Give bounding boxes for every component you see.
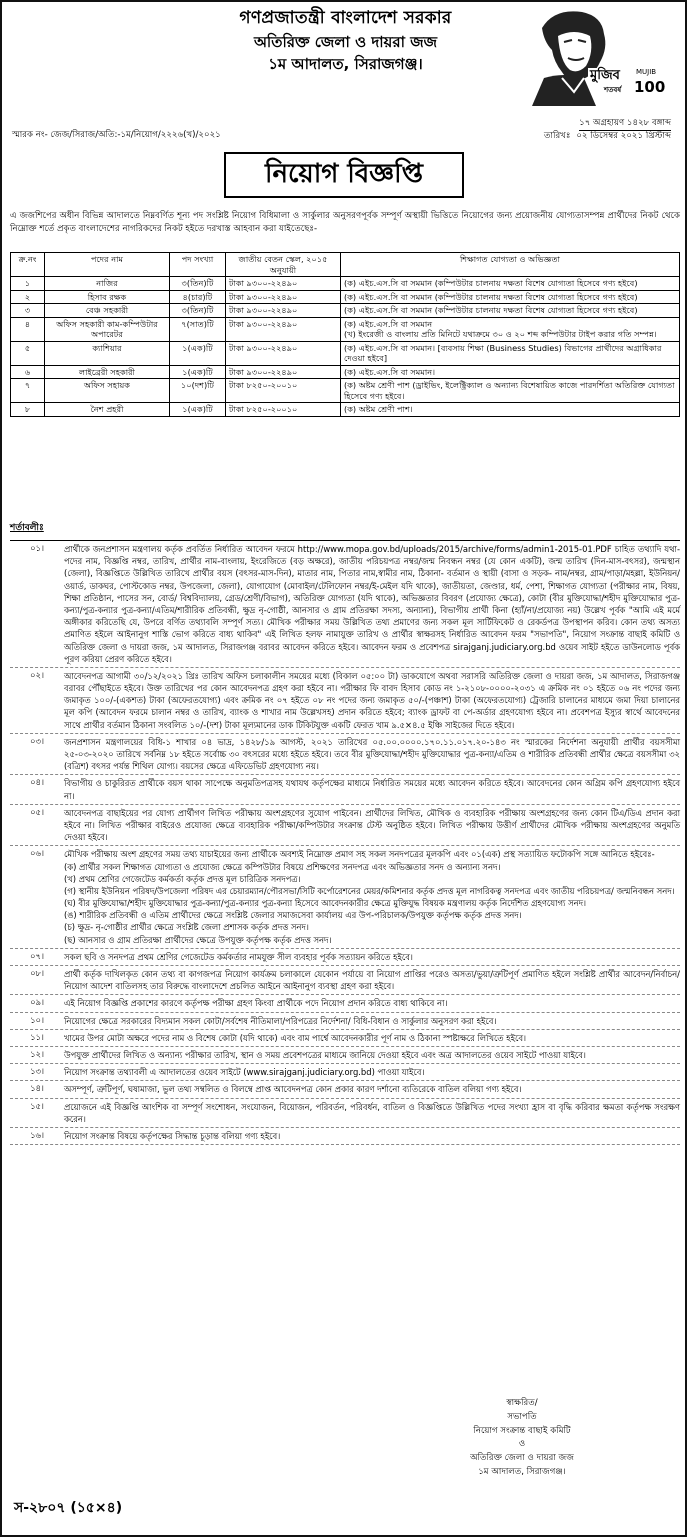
condition-line: নিয়োগের ক্ষেত্রে সরকারের বিদ্যমান সকল কোটা/সর্বশেষ নীতিমালা/পরিপত্রের নির্দেশনা/ বিধি-বিধান ও সার্কুলার অনুসরণ করা হইবে। [64, 1015, 497, 1026]
condition-line: এই নিয়োগ বিজ্ঞপ্তি প্রকাশের কারণে কর্তৃপক্ষ পরীক্ষা গ্রহণ কিংবা প্রার্থীকে পদে নিয়োগ প্রদান করিতে বাধ্য থাকিবে না। [64, 998, 448, 1009]
condition-line: (খ) প্রথম শ্রেণির গেজেটেড কর্মকর্তা কর্তৃক প্রদত্ত মূল চারিত্রিক সনদপত্র। [64, 873, 301, 884]
condition-number: ০৩। [30, 735, 44, 746]
table-row [11, 365, 680, 379]
col-qualification: শিক্ষাগত যোগ্যতা ও অভিজ্ঞতা [341, 253, 680, 277]
condition-text [64, 1066, 680, 1078]
title-box [224, 152, 464, 198]
condition-line: (গ) স্থানীয় ইউনিয়ন পরিষদ/উপজেলা পরিষদ এর চেয়ারম্যান/পৌরসভা/সিটি কর্পোরেশনের মেয়র/কমিশনার কর্তৃক প্রদত্ত মূল নাগরিকত্ব সনদপত্র এবং জাতীয় পরিচয়পত্র/ জন্মনিবন্ধন সনদ। [64, 885, 675, 896]
condition-line: নিয়োগ সংক্রান্ত তথ্যাবলী এ আদালতের ওয়েব সাইটে (www.sirajganj.judiciary.org.bd) পাওয়া যাইবে। [64, 1067, 425, 1078]
condition-item [10, 668, 680, 734]
cell-pay-scale: টাকা ৮২৫০-২০০১০ [226, 403, 341, 417]
condition-item [10, 966, 680, 995]
condition-number: ০৯। [30, 997, 44, 1008]
condition-item [10, 541, 680, 668]
condition-line: (ছ) আনসার ও গ্রাম প্রতিরক্ষা প্রার্থীদের ক্ষেত্রে উপযুক্ত কর্তৃপক্ষ কর্তৃক প্রদত্ত সনদ। [64, 934, 332, 945]
condition-item [10, 1099, 680, 1128]
conditions-title: শর্তাবলীঃ [10, 523, 44, 533]
condition-number: ১৬। [30, 1129, 44, 1140]
condition-item [10, 1013, 680, 1030]
date-label: তারিখঃ [544, 131, 571, 141]
cell-qualification: (ক) এইচ.এস.সি বা সমমান (খ) ইংরেজী ও বাংলায় প্রতি মিনিটে যথাক্রমে ৩০ ও ২০ শব্দ কম্পিউটার টাইপ করার গতি সম্পন্ন। [341, 317, 680, 341]
condition-line: আবেদনপত্র বাছাইয়ের পর যোগ্য প্রার্থীগণ লিখিত পরীক্ষায় অংশগ্রহণের সুযোগ পাইবেন। প্রার্থীদের লিখিত, মৌখিক ও ব্যবহারিক পরীক্ষায় অংশগ্রহণের জন্য কোন টিএ/ডিএ প্রদান করা হইবে না। লিখিত পরীক্ষার বাইরেও প্রযোজ্য ক্ষেত্রে ব্যবহারিক পরীক্ষা/কম্পিউটার সংক্রান্ত টেস্ট অনুষ্ঠিত হইবে। লিখিত পরীক্ষায় উত্তীর্ণ প্রার্থীদের মৌখিক পরীক্ষায় অংশগ্রহণের অনুমতি দেওয়া হইবে। [64, 807, 680, 843]
col-pay-scale: জাতীয় বেতন স্কেল, ২০১৫ অনুযায়ী [226, 253, 341, 277]
cell-qualification: (ক) এইচ.এস.সি বা সমমান। [ব্যবসায় শিক্ষা (Business Studies) বিভাগের প্রার্থীদের অগ্রাধিকার দেওয়া হইবে] [341, 341, 680, 365]
condition-item [10, 775, 680, 804]
table-row [11, 277, 680, 291]
condition-text [64, 807, 680, 844]
condition-item [10, 949, 680, 966]
condition-text [64, 1015, 680, 1027]
logo-text-sub: শতবর্ষ [604, 86, 622, 94]
cell-serial: ৬ [11, 365, 45, 379]
cell-qualification: (ক) অষ্টম শ্রেণী পাশ। [341, 403, 680, 417]
condition-line: আবেদনপত্র আগামী ৩০/১২/২০২১ খ্রিঃ তারিখ অফিস চলাকালীন সময়ের মধ্যে (বিকাল ০৫:০০ টা) ডাকযোগে অথবা সরাসরি অতিরিক্ত জেলা ও দায়রা জজ, ১ম আদালত, সিরাজগঞ্জ বরাবর পৌঁছাইতে হইবে। উক্ত তারিখের পর কোন আবেদনপত্র গ্রহণ করা হইবে না। পরীক্ষার ফি বাবদ হিসাব কোড নং ১-২১০৮-০০০০-২০৩১ এ ক্রমিক নং ০১ হইতে ০৬ নং পদের জন্য জমাকৃত ১০০/-(একশত) টাকা (অফেরতযোগ্য) এবং ক্রমিক নং ০৭ হইতে ০৮ নং পদের জন্য জমাকৃত ৫০/-(পঞ্চাশ) টাকা (অফেরতযোগ্য) ট্রেজারি চালানের মাধ্যমে জমা দিয়া চালানের মূল কপি (আবেদন ফরমে চালান নম্বর ও তারিখ, ব্যাংক ও শাখার নাম উল্লেখসহ) প্রদান করিতে হইবে; ব্যাংক ড্রাফট বা পে-অর্ডার গ্রহণযোগ্য হইবে না। প্রবেশপত্র ইস্যুর স্বার্থে আবেদনের সাথে প্রার্থীর বর্তমান ঠিকানা সংবলিত ১০/-(দশ) টাকা মূল্যমানের ডাক টিকিটযুক্ত একটি ফেরত খাম ৯.৫×৪.৫ ইঞ্চি সাইজের দিতে হইবে। [64, 670, 680, 730]
cell-post-count: ৩(তিন)টি [170, 304, 226, 318]
condition-item [10, 1081, 680, 1098]
mujib-centenary-logo [524, 6, 664, 106]
condition-number: ০২। [30, 669, 44, 680]
condition-number: ১২। [30, 1048, 44, 1059]
condition-text [64, 848, 680, 946]
cell-qualification: (ক) এইচ.এস.সি বা সমমান (কম্পিউটার চালনায় দক্ষতা বিশেষ যোগ্যতা হিসেবে গণ্য হইবে) [341, 304, 680, 318]
condition-line: অসম্পূর্ণ, ত্রুটিপূর্ণ, ঘষামাজা, ভুল তথ্য সম্বলিত ও বিলম্বে প্রাপ্ত আবেদনপত্র কোন প্রকার কারণ দর্শানো ব্যতিরেকে বাতিল বলিয়া গণ্য হইবে। [64, 1084, 522, 1095]
cell-serial: ৪ [11, 317, 45, 341]
cell-post-count: ৭(সাত)টি [170, 317, 226, 341]
condition-item [10, 846, 680, 949]
cell-post-name: বেঞ্চ সহকারী [45, 304, 170, 318]
cell-pay-scale: টাকা ৯৩০০-২২৪৯০ [226, 304, 341, 318]
cell-serial: ৮ [11, 403, 45, 417]
condition-text [64, 1049, 680, 1061]
col-post-name: পদের নাম [45, 253, 170, 277]
govt-name: গণপ্রজাতন্ত্রী বাংলাদেশ সরকার [239, 8, 452, 28]
condition-text [64, 968, 680, 992]
logo-number: 100 [634, 78, 666, 96]
condition-text [64, 736, 680, 773]
footer-code: স-২৮০৭ (১৫×৪) [14, 1500, 123, 1516]
col-serial: ক্র.নং [11, 253, 45, 277]
logo-text-en: MUJIB [636, 68, 657, 76]
condition-number: ১১। [30, 1031, 44, 1042]
committee-name: নিয়োগ সংক্রান্ত বাছাই কমিটি [473, 1425, 571, 1436]
cell-pay-scale: টাকা ৯৩০০-২২৪৯০ [226, 290, 341, 304]
cell-post-name: নৈশ প্রহরী [45, 403, 170, 417]
cell-post-name: অফিস সহকারী কাম-কম্পিউটার অপারেটর [45, 317, 170, 341]
condition-text [64, 1083, 680, 1095]
cell-post-count: ১(এক)টি [170, 341, 226, 365]
condition-line: উপযুক্ত প্রার্থীদের লিখিত ও অন্যান্য পরীক্ষার তারিখ, স্থান ও সময় প্রবেশপত্রের মাধ্যমে জানিয়ে দেওয়া হইবে এবং অত্র আদালতের ওয়েব সাইটে পাওয়া যাইবে। [64, 1049, 586, 1060]
table-row [11, 379, 680, 403]
cell-pay-scale: টাকা ৯৩০০-২২৪৯০ [226, 365, 341, 379]
date-block [544, 118, 671, 142]
signatory-title: সভাপতি [507, 1411, 537, 1422]
cell-pay-scale: টাকা ৯৩০০-২২৪৯০ [226, 277, 341, 291]
condition-item [10, 805, 680, 847]
table-row [11, 304, 680, 318]
condition-line: প্রার্থীকে জনপ্রশাসন মন্ত্রণালয় কর্তৃক প্রবর্তিত নির্ধারিত আবেদন ফরমে http://www.mopa.gov.bd/uploads/2015/archive/forms/admin1-2015-01.PDF চাহিত তথ্যাদি যথা- পদের নাম, বিজ্ঞপ্তি নম্বর, তারিখ, প্রার্থীর নাম-বাংলায়, ইংরেজিতে (বড় অক্ষরে), জাতীয় পরিচয়পত্র নম্বর/জন্ম নিবন্ধন নম্বর (যে কোন একটি), জন্ম তারিখ (দিন-মাস-বৎসর), জন্মস্থান (জেলা), বিজ্ঞপ্তিতে উল্লিখিত তারিখে প্রার্থীর বয়স (বৎসর-মাস-দিন), মাতার নাম, পিতার নাম,স্বামীর নাম, ঠিকানা- বর্তমান ও স্থায়ী (বাসা ও সড়ক- নাম/নম্বর, গ্রাম/পাড়া/মহল্লা, ইউনিয়ন/ওয়ার্ড, ডাকঘর, পোস্টকোড নম্বর, উপজেলা, জেলা), যোগাযোগ (মোবাইল/টেলিফোন নম্বর/ই-মেইল যদি থাকে), জাতীয়তা, জেণ্ডার, ধর্ম, পেশা, শিক্ষাগত যোগ্যতা (পরীক্ষার নাম, বিষয়, শিক্ষা প্রতিষ্ঠান, পাসের সন, বোর্ড/ বিশ্ববিদ্যালয়, গ্রেড/শ্রেণী/বিভাগ), অতিরিক্ত যোগ্যতা (যদি থাকে), অভিজ্ঞতার বিবরণ (প্রযোজ্য ক্ষেত্রে), কোটা (বীর মুক্তিযোদ্ধা/শহীদ মুক্তিযোদ্ধার পুত্র-কন্যা/পুত্র-কন্যার পুত্র-কন্যা/এতিম/শারীরিক প্রতিবন্ধী, ক্ষুদ্র নৃ-গোষ্ঠী, আনসার ও গ্রাম প্রতিরক্ষা সদস্য, অন্যান্য), বিভাগীয় প্রার্থী কিনা (হ্যাঁ/না/প্রযোজ্য নয়) উল্লেখ পূর্বক "আমি এই মর্মে অঙ্গীকার করিতেছি যে, উপরে বর্ণিত তথ্যাবলি সম্পূর্ণ সত্য। মৌখিক পরীক্ষার সময় উল্লিখিত তথ্য প্রমাণের জন্য সকল মূল সার্টিফিকেট ও রেকর্ডপত্র উপস্থাপন করিব। কোন তথ্য অসত্য প্রমাণিত হইলে আইনানুগ শাস্তি ভোগ করিতে বাধ্য থাকিব" এই লিখিত হলফ নামাযুক্ত তারিখ ও প্রার্থীর স্বাক্ষরসহ নির্ধারিত আবেদন ফরম "সভাপতি", নিয়োগ সংক্রান্ত বাছাই কমিটি ও অতিরিক্ত জেলা ও দায়রা জজ, ১ম আদালত, সিরাজগঞ্জ বরাবর আবেদন করিতে হইবে। আবেদন ফরম ও প্রবেশপত্র sirajganj.judiciary.org.bd ওয়েব সাইট হইতে ডাউনলোড পূর্বক পূরণ করিয়া প্রেরণ করিতে হইবে। [64, 544, 680, 664]
cell-post-name: হিসাব রক্ষক [45, 290, 170, 304]
table-header-row [11, 253, 680, 277]
date-bengali: ১৭ অগ্রহায়ণ ১৪২৮ বঙ্গাব্দ [579, 118, 671, 131]
condition-text [64, 777, 680, 801]
cell-pay-scale: টাকা ৮২৫০-২০০১০ [226, 379, 341, 403]
condition-text [64, 1130, 680, 1142]
condition-text [64, 997, 680, 1009]
condition-number: ০৭। [30, 950, 44, 961]
col-post-count: পদ সংখ্যা [170, 253, 226, 277]
cell-post-count: ৩(তিন)টি [170, 277, 226, 291]
condition-line: জনপ্রশাসন মন্ত্রণালয়ের বিধি-১ শাখার ০৪ ভাদ্র, ১৪২৮/১৯ আগস্ট, ২০২১ তারিখের ০৫.০০.০০০০.১৭০.১১.০১৭.২০-১৪৩ নং স্মারকের নির্দেশনা অনুযায়ী প্রার্থীর বয়সসীমা ২৫-০৩-২০২০ তারিখে সর্বনিম্ন ১৮ হইতে সর্বোচ্চ ৩০ বৎসরের মধ্যে হইতে হইবে। তবে বীর মুক্তিযোদ্ধা/শহীদ মুক্তিযোদ্ধার পুত্র-কন্যা/এতিম ও শারীরিক প্রতিবন্ধী প্রার্থীর ক্ষেত্রে বয়সসীমা ৩২ (বত্রিশ) বৎসর পর্যন্ত শিথিল যোগ্য। বয়সের ক্ষেত্রে এফিডেভিট গ্রহণযোগ্য নয়। [64, 736, 680, 772]
cell-qualification: (ক) অষ্টম শ্রেণী পাশ (ড্রাইভিং, ইলেক্ট্রিক্যাল ও অন্যান্য বিশেষায়িত কাজে পারদর্শিতা অতিরিক্ত যোগ্যতা হিসেবে গণ্য হইবে। [341, 379, 680, 403]
condition-item [10, 1030, 680, 1047]
condition-number: ০৪। [30, 777, 44, 788]
cell-post-name: অফিস সহায়ক [45, 379, 170, 403]
posts-table [10, 252, 680, 417]
condition-line: খামের উপর মোটা অক্ষরে পদের নাম ও বিশেষ কোটা (যদি থাকে) এবং বাম পার্শ্বে আবেদনকারীর পূর্ণ নাম ও ঠিকানা স্পষ্টাক্ষরে লিখিতে হইবে। [64, 1032, 527, 1043]
cell-serial: ৩ [11, 304, 45, 318]
condition-item [10, 1128, 680, 1145]
date-gregorian: ০২ ডিসেম্বর ২০২১ খ্রিস্টাব্দ [576, 131, 671, 141]
cell-post-name: লাইব্রেরী সহকারী [45, 365, 170, 379]
memo-number: স্মারক নং- জেজ/সিরাজ/অতি:-১ম/নিয়োগ/২২২৬(খ)/২০২১ [12, 130, 221, 140]
table-row [11, 341, 680, 365]
condition-line: বিভাগীয় ও চাকুরিরত প্রার্থীকে বয়স থাকা সাপেক্ষে অনুমতিপত্রসহ যথাযথ কর্তৃপক্ষের মাধ্যমে নির্ধারিত সময়ের মধ্যে আবেদন করিতে হইবে। আবেদনের কোন অগ্রিম কপি গ্রহণযোগ্য হইবে না। [64, 778, 680, 801]
condition-item [10, 1047, 680, 1064]
condition-line: সকল ছবি ও সনদপত্র প্রথম শ্রেণির গেজেটেড কর্মকর্তার নামযুক্ত সীল ব্যবহার পূর্বক সত্যায়ন করিতে হইবে। [64, 951, 413, 962]
condition-line: প্রয়োজনে এই বিজ্ঞপ্তি আংশিক বা সম্পূর্ণ সংশোধন, সংযোজন, বিয়োজন, পরিবর্তন, পরিবর্ধন, বাতিল ও বিজ্ঞপ্তিতে উল্লিখিত পদের সংখ্যা হ্রাস বা বৃদ্ধি করিবার ক্ষমতা কর্তৃপক্ষ সংরক্ষণ করেন। [64, 1101, 680, 1124]
condition-number: ০৫। [30, 806, 44, 817]
condition-number: ০১। [30, 543, 44, 553]
logo-text-main: মুজিব [590, 68, 620, 83]
condition-number: ০৬। [30, 848, 44, 859]
table-row [11, 317, 680, 341]
condition-number: ১৫। [30, 1100, 44, 1111]
condition-text [64, 670, 680, 731]
signed-label: স্বাক্ষরিত/ [506, 1398, 538, 1408]
condition-text [64, 1032, 680, 1044]
condition-text [64, 543, 680, 665]
condition-number: ১৪। [30, 1083, 44, 1094]
condition-item [10, 995, 680, 1012]
court-name: অতিরিক্ত জেলা ও দায়রা জজ [253, 32, 438, 51]
cell-serial: ৫ [11, 341, 45, 365]
signature-block [422, 1397, 622, 1480]
cell-post-count: ৪(চার)টি [170, 290, 226, 304]
cell-qualification: (ক) এইচ.এস.সি বা সমমান (কম্পিউটার চালনায় দক্ষতা বিশেষ যোগ্যতা হিসেবে গণ্য হইবে) [341, 290, 680, 304]
notice-title: নিয়োগ বিজ্ঞপ্তি [265, 159, 423, 190]
cell-qualification: (ক) এইচ.এস.সি বা সমমান (কম্পিউটার চালনায় দক্ষতা বিশেষ যোগ্যতা হিসেবে গণ্য হইবে) [341, 277, 680, 291]
cell-serial: ১ [11, 277, 45, 291]
cell-serial: ২ [11, 290, 45, 304]
cell-pay-scale: টাকা ৯৩০০-২২৪৯০ [226, 341, 341, 365]
cell-post-count: ১(এক)টি [170, 403, 226, 417]
condition-line: (চ) ক্ষুদ্র- নৃ-গোষ্ঠীর প্রার্থীর ক্ষেত্রে সংশ্লিষ্ট জেলা প্রশাসক কর্তৃক প্রদত্ত সনদ। [64, 922, 309, 933]
court-location: ১ম আদালত, সিরাজগঞ্জ। [268, 54, 423, 73]
intro-paragraph: এ জজশিপের অধীন বিভিন্ন আদালতে নিম্নবর্ণিত শূন্য পদ সংশ্লিষ্ট নিয়োগ বিধিমালা ও সার্কুলার অনুসরণপূর্বক সম্পূর্ণ অস্থায়ী ভিত্তিতে নিয়োগের জন্য প্রয়োজনীয় যোগ্যতাসম্পন্ন প্রার্থীদের নিকট থেকে নিম্নোক্ত শর্তে প্রকৃত বাংলাদেশের নাগরিকদের নিকট হইতে দরখাস্ত আহবান করা যাইতেছেঃ- [10, 211, 680, 234]
cell-post-name: নাজির [45, 277, 170, 291]
condition-item [10, 734, 680, 776]
condition-line: প্রার্থী কর্তৃক দাখিলকৃত কোন তথ্য বা কাগজপত্র নিয়োগ কার্যক্রম চলাকালে যেকোন পর্যায়ে বা নিয়োগ প্রাপ্তির পরেও অসত্য/ভুয়া/ত্রুটিপূর্ণ প্রমাণিত হইলে সংশ্লিষ্ট প্রার্থীর আবেদন/নির্বাচন/নিয়োগ আদেশ বাতিলসহ তার বিরুদ্ধে বাংলাদেশে প্রচলিত আইনে আইনানুগ ব্যবস্থা গ্রহণ করা হইবে। [64, 969, 680, 992]
condition-line: (ঘ) বীর মুক্তিযোদ্ধা/শহীদ মুক্তিযোদ্ধার পুত্র-কন্যা/পুত্র-কন্যার পুত্র-কন্যা হিসেবে আবেদনকারীর ক্ষেত্রে মুক্তিযুদ্ধ বিষয়ক মন্ত্রণালয় কর্তৃক নির্দেশিত গ্রহণযোগ্য সনদ। [64, 898, 587, 909]
condition-text [64, 1101, 680, 1125]
condition-number: ১০। [30, 1014, 44, 1025]
condition-number: ১৩। [30, 1066, 44, 1077]
cell-post-count: ১(এক)টি [170, 365, 226, 379]
condition-line: (ক) প্রার্থীর সকল শিক্ষাগত যোগ্যতা ও প্রযোজ্য ক্ষেত্রে কম্পিউটার বিষয়ে প্রশিক্ষণের সনদপত্র এবং অভিজ্ঞতার সনদ ও অন্যান্য সনদ। [64, 861, 501, 872]
conjunction: ও [518, 1439, 526, 1450]
table-row [11, 403, 680, 417]
table-row [11, 290, 680, 304]
condition-item [10, 1064, 680, 1081]
condition-number: ০৮। [30, 968, 44, 978]
signatory-court: অতিরিক্ত জেলা ও দায়রা জজ [470, 1453, 574, 1463]
posts-table-body [11, 277, 680, 417]
signatory-location: ১ম আদালত, সিরাজগঞ্জ। [478, 1466, 566, 1477]
condition-text [64, 951, 680, 963]
condition-line: নিয়োগ সংক্রান্ত বিষয়ে কর্তৃপক্ষের সিদ্ধান্ত চূড়ান্ত বলিয়া গণ্য হইবে। [64, 1130, 281, 1141]
condition-line: (ঙ) শারীরিক প্রতিবন্ধী ও এতিম প্রার্থীদের ক্ষেত্রে সংশ্লিষ্ট জেলার সমাজসেবা কার্যালয় এর উপ-পরিচালক/উপযুক্ত কর্তৃপক্ষ কর্তৃক প্রদত্ত সনদ। [64, 910, 522, 921]
condition-line: মৌখিক পরীক্ষায় অংশ গ্রহণের সময় তথ্য যাচাইয়ের জন্য প্রার্থীকে অবশ্যই নিম্নোক্ত প্রমাণ সহ সকল সনদপত্রের মূলকপি এবং ০১(এক) প্রস্থ সত্যায়িত ফটোকপি সঙ্গে আনিতে হইবেঃ- [64, 849, 655, 860]
cell-post-count: ১০(দশ)টি [170, 379, 226, 403]
cell-serial: ৭ [11, 379, 45, 403]
cell-pay-scale: টাকা ৯৩০০-২২৪৯০ [226, 317, 341, 341]
cell-post-name: ক্যাশিয়ার [45, 341, 170, 365]
conditions-list [10, 540, 680, 1145]
cell-qualification: (ক) এইচ.এস.সি বা সমমান। [341, 365, 680, 379]
